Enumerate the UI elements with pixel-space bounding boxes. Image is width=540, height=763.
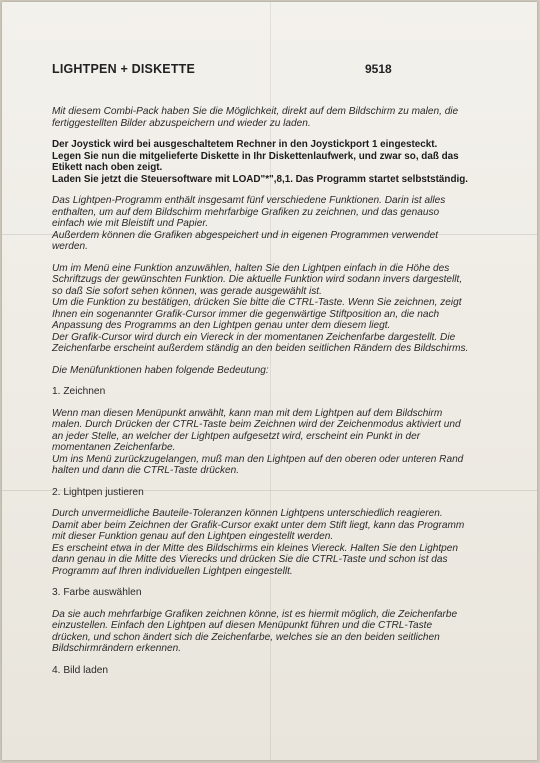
text-line: Laden Sie jetzt die Steuersoftware mit LOAD"*",8,1. Das Programm startet selbstständig. bbox=[52, 173, 468, 185]
document-sheet bbox=[2, 2, 537, 760]
text-line: einzustellen. Einfach den Lightpen auf diesen Menüpunkt führen und die CTRL-Taste bbox=[52, 620, 433, 631]
text-line: malen. Durch Drücken der CTRL-Taste beim Zeichnen wird der Zeichenmodus aktiviert und bbox=[52, 419, 461, 430]
text-line: 2. Lightpen justieren bbox=[52, 486, 144, 498]
document-title: LIGHTPEN + DISKETTE bbox=[52, 62, 196, 76]
text-line: Mit diesem Combi-Pack haben Sie die Möglichkeit, direkt auf dem Bildschirm zu malen, die bbox=[52, 106, 459, 117]
text-line: Schriftzugs der gewünschten Funktion. Die aktuelle Funktion wird sodann invers dargestellt, bbox=[52, 274, 463, 285]
text-line: 1. Zeichnen bbox=[52, 386, 106, 397]
text-line: Die Menüfunktionen haben folgende Bedeutung: bbox=[52, 364, 269, 376]
text-line: drücken, und schon ändert sich die Zeichenfarbe, welches sie an den beiden seitlichen bbox=[52, 631, 440, 643]
text-line: werden. bbox=[52, 241, 88, 252]
text-line: Der Grafik-Cursor wird durch ein Viereck in der momentanen Zeichenfarbe dargestellt. Die bbox=[52, 331, 456, 343]
text-line: Da sie auch mehrfarbige Grafiken zeichnen könne, ist es hiermit möglich, die Zeichenfarbe bbox=[52, 608, 458, 620]
text-line: Etikett nach oben zeigt. bbox=[52, 162, 163, 173]
text-line: Durch unvermeidliche Bauteile-Toleranzen können Lightpens unterschiedlich reagieren. bbox=[52, 508, 443, 519]
section-heading-lightpen-justieren bbox=[52, 487, 508, 499]
text-line: Um die Funktion zu bestätigen, drücken Sie bitte die CTRL-Taste. Wenn Sie zeichnen, zeigt bbox=[52, 297, 462, 308]
text-line: Das Lightpen-Programm enthält insgesamt fünf verschiedene Funktionen. Darin ist alles bbox=[52, 195, 446, 206]
paragraph bbox=[52, 195, 508, 253]
text-line: so daß Sie sofort sehen können, was gerade ausgewählt ist. bbox=[52, 285, 322, 297]
text-line: enthalten, um auf dem Bildschirm mehrfarbige Grafiken zu zeichnen, und das genauso bbox=[52, 206, 440, 218]
text-line: Wenn man diesen Menüpunkt anwählt, kann man mit dem Lightpen auf dem Bildschirm bbox=[52, 407, 443, 419]
paragraph bbox=[52, 365, 508, 377]
text-line: Programm auf Ihren individuellen Lightpen eingestellt. bbox=[52, 565, 293, 577]
section-heading-zeichnen bbox=[52, 386, 508, 398]
text-line: Zeichenfarbe erscheint außerdem ständig an den beiden seitlichen Rändern des Bildschirms. bbox=[52, 343, 469, 354]
text-line: Damit aber beim Zeichnen der Grafik-Cursor exakt unter dem Stift liegt, kann das Programm bbox=[52, 519, 465, 531]
text-line: dann genau in die Mitte des Vierecks und drücken Sie die CTRL-Taste und schon ist das bbox=[52, 554, 448, 565]
text-line: Außerdem können die Grafiken abgespeichert und in eigenen Programmen verwendet bbox=[52, 229, 439, 241]
document-body bbox=[52, 106, 508, 686]
paragraph bbox=[52, 263, 508, 355]
product-number: 9518 bbox=[365, 62, 392, 76]
paragraph bbox=[52, 106, 508, 129]
text-line: Bildschirmrändern erkennen. bbox=[52, 643, 182, 654]
text-line: halten und dann die CTRL-Taste drücken. bbox=[52, 465, 240, 476]
section-heading-farbe-auswaehlen bbox=[52, 587, 508, 599]
section-heading-bild-laden bbox=[52, 665, 508, 677]
text-line: Um ins Menü zurückzugelangen, muß man den Lightpen auf den oberen oder unteren Rand bbox=[52, 453, 464, 465]
text-line: Ihnen ein sogenannter Grafik-Cursor immer die gegenwärtige Stiftposition an, die nach bbox=[52, 308, 440, 320]
text-line: einfach wie mit Bleistift und Papier. bbox=[52, 218, 209, 229]
text-line: Anpassung des Programms an den Lightpen genau unter dem diesem liegt. bbox=[52, 320, 391, 331]
header bbox=[52, 62, 482, 78]
text-line: Der Joystick wird bei ausgeschaltetem Rechner in den Joystickport 1 eingesteckt. bbox=[52, 139, 438, 150]
text-line: 4. Bild laden bbox=[52, 664, 109, 676]
text-line: an jeder Stelle, an welcher der Lightpen aufgesetzt wird, erscheint ein Punkt in der bbox=[52, 430, 421, 442]
text-line: mit dieser Funktion genau auf den Lightpen eingestellt werden. bbox=[52, 531, 334, 542]
text-line: Um im Menü eine Funktion anzuwählen, halten Sie den Lightpen einfach in die Höhe des bbox=[52, 262, 450, 274]
paragraph-instructions bbox=[52, 139, 508, 185]
text-line: momentanen Zeichenfarbe. bbox=[52, 442, 176, 453]
paragraph bbox=[52, 508, 508, 577]
text-line: fertiggestellten Bilder abzuspeichern und wieder zu laden. bbox=[52, 117, 311, 129]
paragraph bbox=[52, 408, 508, 477]
text-line: Legen Sie nun die mitgelieferte Diskette in Ihr Diskettenlaufwerk, und zwar so, daß das bbox=[52, 150, 459, 162]
text-line: Es erscheint etwa in der Mitte des Bildschirms ein kleines Viereck. Halten Sie den Lightpen bbox=[52, 542, 459, 554]
paragraph bbox=[52, 609, 508, 655]
text-line: 3. Farbe auswählen bbox=[52, 587, 142, 598]
